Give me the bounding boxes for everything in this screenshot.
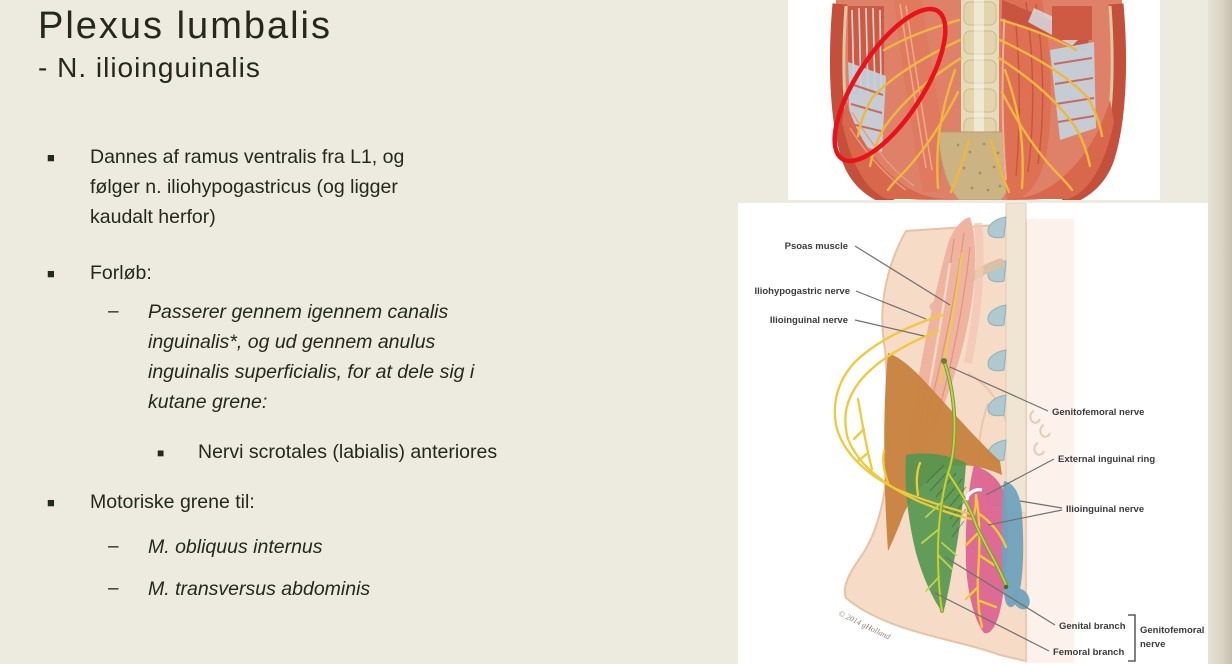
label-genital-branch: Genital branch — [1059, 621, 1126, 632]
vertebrae — [964, 0, 996, 148]
ilioinguinal-course-diagram — [738, 203, 1208, 664]
label-ilioinguinal-nerve-lower: Ilioinguinal nerve — [1066, 504, 1145, 515]
label-genitofemoral-nerve: Genitofemoral nerve — [1052, 407, 1145, 418]
list-item-text: M. transversus abdominis — [148, 578, 371, 600]
label-iliohypogastric-nerve: Iliohypogastric nerve — [754, 286, 850, 297]
slide-edge-shadow — [1208, 0, 1232, 664]
list-item — [157, 437, 618, 467]
label-femoral-branch: Femoral branch — [1053, 647, 1125, 658]
list-item — [108, 297, 478, 417]
bracket — [1128, 615, 1135, 661]
lumbar-plexus-svg — [788, 0, 1160, 200]
right-quadratus-lumborum — [1052, 6, 1092, 40]
list-item-text: Forløb: — [90, 262, 152, 284]
lumbar-plexus-illustration — [788, 0, 1160, 200]
square-bullet-icon: ■ — [47, 495, 55, 510]
list-item — [47, 142, 435, 232]
square-bullet-icon: ■ — [47, 266, 55, 281]
dash-bullet-icon: – — [108, 301, 119, 322]
page-subtitle: - N. ilioinguinalis — [38, 52, 261, 83]
dash-bullet-icon: – — [108, 578, 119, 599]
list-item-text: M. obliquus internus — [148, 536, 323, 558]
list-item — [108, 532, 508, 562]
list-item-text: Passerer gennem igennem canalis inguinalis*, og ud gennem anulus inguinalis superficialis, for at dele sig i kutane grene: — [148, 301, 475, 413]
list-item-text: Nervi scrotales (labialis) anteriores — [198, 441, 498, 463]
artist-signature: © 2014 gHolland — [837, 608, 892, 642]
label-genitofemoral-bracket-2: nerve — [1140, 639, 1166, 650]
square-bullet-icon: ■ — [47, 150, 55, 165]
square-bullet-icon: ■ — [157, 446, 165, 460]
list-item — [47, 487, 490, 517]
list-item-text: Motoriske grene til: — [90, 491, 255, 513]
ilioinguinal-diagram-svg — [738, 203, 1208, 664]
list-item — [108, 574, 508, 604]
label-external-inguinal-ring: External inguinal ring — [1058, 454, 1156, 465]
label-genitofemoral-bracket-1: Genitofemoral — [1140, 625, 1205, 636]
list-item — [47, 258, 490, 288]
label-psoas-muscle: Psoas muscle — [784, 241, 848, 252]
faded-back — [1024, 219, 1074, 663]
list-item-text: Dannes af ramus ventralis fra L1, og følger n. iliohypogastricus (og ligger kaudalt herfor) — [90, 146, 405, 228]
label-ilioinguinal-nerve-upper: Ilioinguinal nerve — [769, 315, 848, 326]
page-title: Plexus lumbalis — [38, 5, 332, 47]
dash-bullet-icon: – — [108, 536, 119, 557]
